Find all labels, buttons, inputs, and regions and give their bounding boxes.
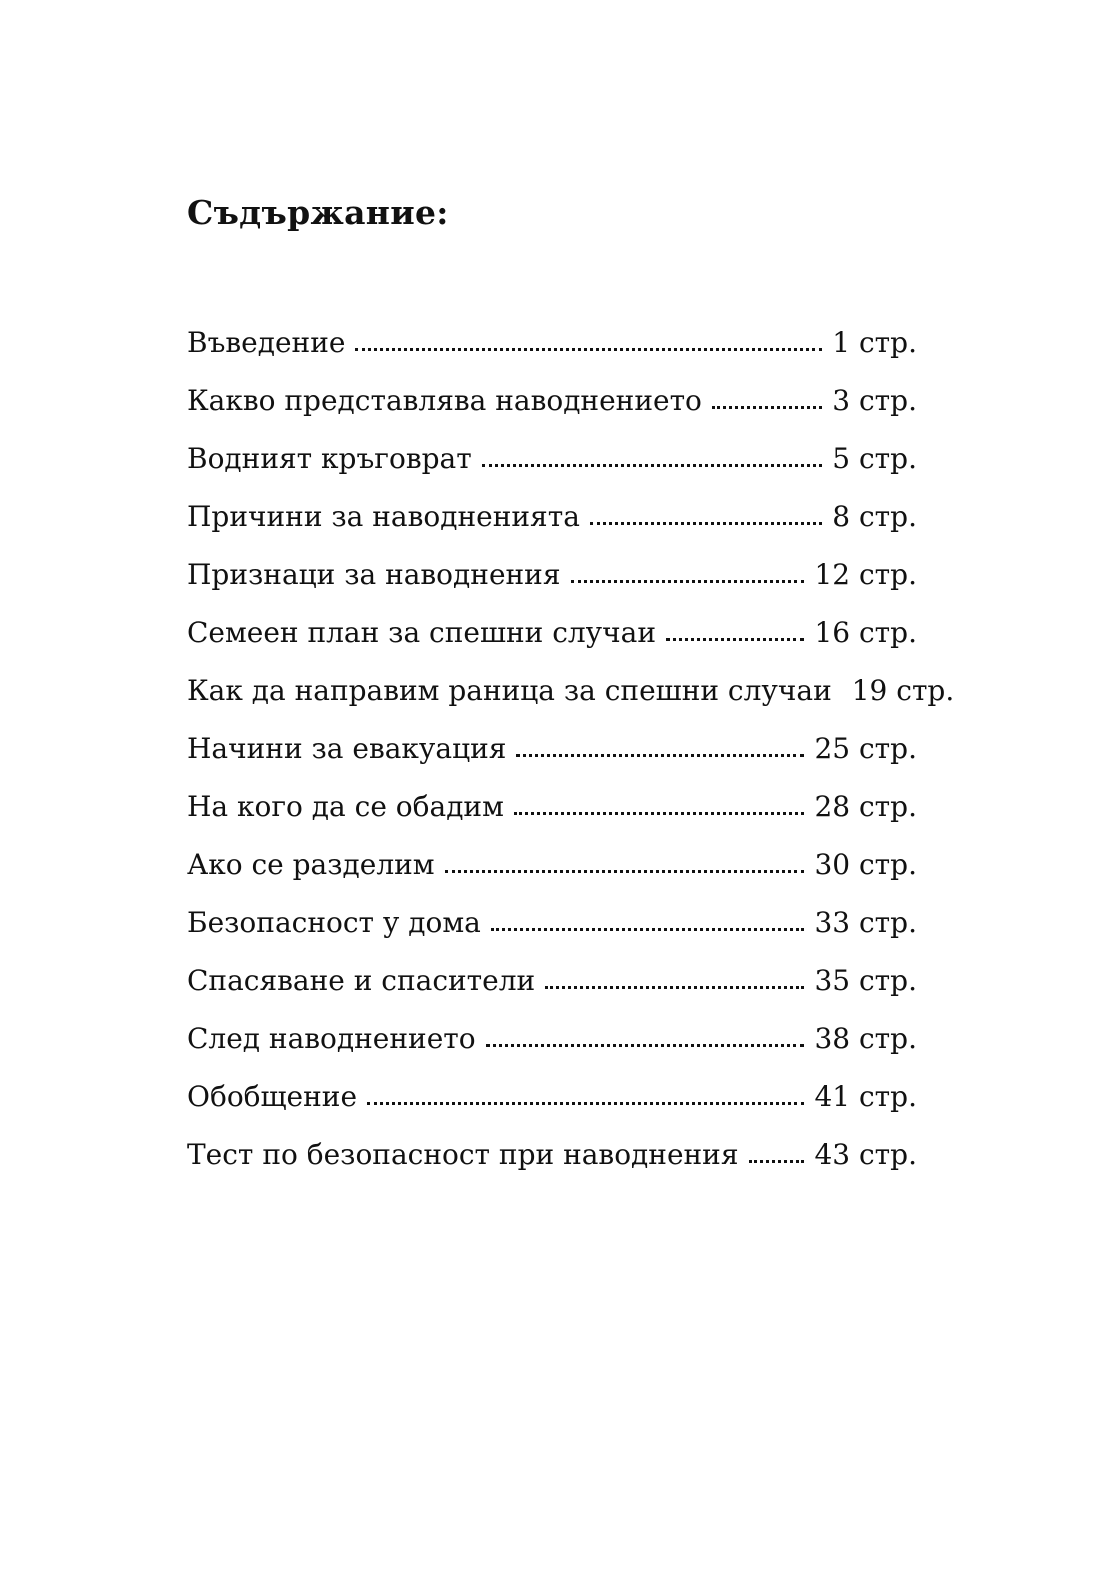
toc-entry-page: 19 стр. xyxy=(851,673,955,707)
toc-entry xyxy=(187,545,917,603)
dot-leader xyxy=(545,986,804,989)
toc-entry xyxy=(187,371,917,429)
dot-leader xyxy=(445,870,805,873)
toc-entry-page: 5 стр. xyxy=(832,441,917,475)
toc-entry xyxy=(187,1067,917,1125)
toc-entry-label: Причини за наводненията xyxy=(187,499,580,533)
dot-leader xyxy=(367,1102,804,1105)
toc-entry-page: 1 стр. xyxy=(832,325,917,359)
toc-entry-label: Обобщение xyxy=(187,1079,358,1113)
toc-entry-page: 25 стр. xyxy=(814,731,917,765)
dot-leader xyxy=(712,406,822,409)
toc-entry xyxy=(187,313,917,371)
toc-entry xyxy=(187,603,917,661)
toc-entry-page: 43 стр. xyxy=(814,1137,917,1171)
dot-leader xyxy=(571,580,805,583)
toc-entry xyxy=(187,661,955,719)
dot-leader xyxy=(590,522,822,525)
toc-entry-page: 35 стр. xyxy=(814,963,917,997)
toc-entry-label: Семеен план за спешни случаи xyxy=(187,615,657,649)
dot-leader xyxy=(486,1044,805,1047)
toc-entry-label: Начини за евакуация xyxy=(187,731,507,765)
toc-entry-page: 33 стр. xyxy=(814,905,917,939)
toc-entry-page: 38 стр. xyxy=(814,1021,917,1055)
toc-entry-page: 8 стр. xyxy=(832,499,917,533)
toc-title: Съдържание: xyxy=(187,193,449,232)
toc-entry-label: Какво представлява наводнението xyxy=(187,383,702,417)
toc-entry-label: Ако се разделим xyxy=(187,847,435,881)
toc-entry xyxy=(187,1125,917,1183)
toc-entry-label: Признаци за наводнения xyxy=(187,557,561,591)
dot-leader xyxy=(516,754,804,757)
toc-entry xyxy=(187,1009,917,1067)
toc-entry xyxy=(187,893,917,951)
toc-entry xyxy=(187,429,917,487)
toc-entry-label: Тест по безопасност при наводнения xyxy=(187,1137,739,1171)
toc-entry-label: След наводнението xyxy=(187,1021,476,1055)
dot-leader xyxy=(666,638,804,641)
toc-entry-label: Безопасност у дома xyxy=(187,905,481,939)
toc-entry xyxy=(187,835,917,893)
dot-leader xyxy=(482,464,823,467)
toc-entry-label: На кого да се обадим xyxy=(187,789,504,823)
toc-entry-page: 30 стр. xyxy=(814,847,917,881)
dot-leader xyxy=(749,1160,805,1163)
toc-entry-page: 16 стр. xyxy=(814,615,917,649)
toc-entry-page: 12 стр. xyxy=(814,557,917,591)
toc-entry-page: 41 стр. xyxy=(814,1079,917,1113)
table-of-contents xyxy=(187,313,955,1183)
toc-entry xyxy=(187,487,917,545)
toc-entry-label: Водният кръговрат xyxy=(187,441,472,475)
toc-entry-label: Спасяване и спасители xyxy=(187,963,536,997)
toc-entry-label: Как да направим раница за спешни случаи xyxy=(187,673,832,707)
toc-entry xyxy=(187,951,917,1009)
toc-entry-label: Въведение xyxy=(187,325,346,359)
dot-leader xyxy=(355,348,822,351)
toc-entry-page: 28 стр. xyxy=(814,789,917,823)
toc-entry xyxy=(187,719,917,777)
dot-leader xyxy=(514,812,805,815)
toc-entry xyxy=(187,777,917,835)
toc-entry-page: 3 стр. xyxy=(832,383,917,417)
dot-leader xyxy=(491,928,805,931)
